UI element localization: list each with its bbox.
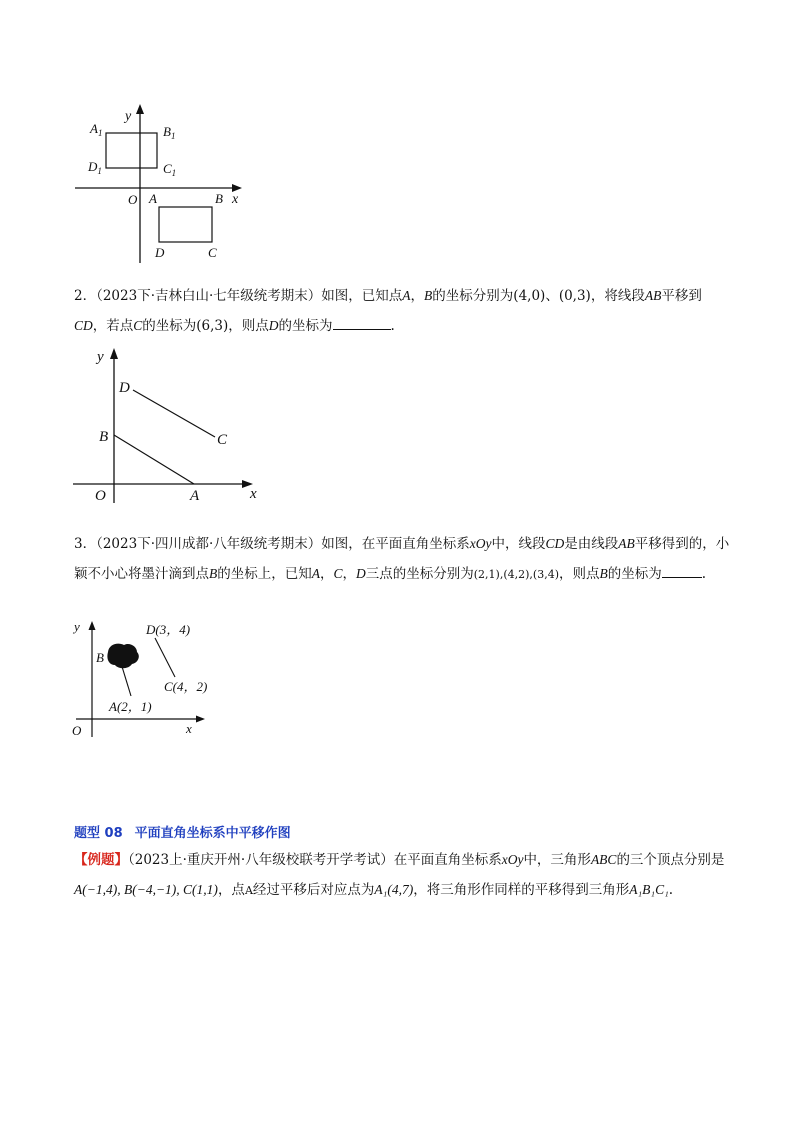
example-problem: 【例题】（2023上·重庆开州·八年级校联考开学考试）在平面直角坐标系xOy中，三角形ABC的三个顶点分别是A(−1,4), B(−4,−1), C(1,1)，点A经过平移后对应点为A₁(4,7)，将三角形作同样的平移得到三角形A₁B₁C₁. — [74, 852, 725, 898]
x-axis-arrow — [196, 716, 205, 723]
label-b: B — [215, 191, 223, 206]
section-title: 平面直角坐标系中平移作图 — [134, 826, 291, 841]
figure-3-ink-blot — [66, 612, 226, 740]
rectangle-abcd — [159, 207, 212, 242]
x-axis-arrow — [232, 184, 242, 192]
example-tag: 【例题】 — [74, 852, 128, 868]
label-d: D(3，4) — [146, 622, 191, 637]
label-b: B — [99, 429, 109, 445]
answer-blank[interactable] — [333, 315, 391, 330]
label-c: C — [217, 432, 228, 448]
origin-label: O — [72, 723, 82, 738]
question-number: 3． — [74, 536, 97, 552]
label-b: B — [96, 650, 104, 665]
label-d1: $D_1$ — [88, 159, 102, 176]
label-a: A(2，1) — [109, 699, 152, 714]
origin-label: O — [128, 192, 138, 207]
label-a: A — [190, 488, 200, 504]
example-source: （2023上·重庆开州·八年级校联考开学考试） — [128, 852, 394, 868]
figure-2-segment-translation — [70, 340, 270, 505]
question-2: 2．（2023下·吉林白山·七年级统考期末）如图，已知点A，B的坐标分别为(4,0)、(0,3)，将线段AB平移到CD，若点C的坐标为(6,3)，则点D的坐标为 . — [74, 288, 702, 334]
x-label: x — [250, 486, 257, 502]
segment-cd — [133, 390, 215, 437]
section-number: 题型 08 — [74, 826, 123, 841]
segment-cd — [155, 638, 175, 677]
origin-label: O — [95, 488, 106, 504]
label-b1: $B_1$ — [163, 124, 176, 141]
segment-ab — [114, 435, 194, 484]
section-heading — [74, 822, 303, 841]
label-a: A — [149, 191, 157, 206]
question-3: 3．（2023下·四川成都·八年级统考期末）如图，在平面直角坐标系xOy中，线段CD是由线段AB平移得到的，小颖不小心将墨汁滴到点B的坐标上，已知A，C，D三点的坐标分别为(2,1),(4,2),(3,4)，则点B的坐标为 . — [74, 536, 730, 582]
y-axis-arrow — [110, 348, 118, 359]
rectangle-a1b1c1d1 — [106, 133, 157, 168]
x-label: x — [232, 192, 239, 207]
y-axis-arrow — [136, 104, 144, 114]
y-label: y — [97, 349, 104, 365]
label-c: C(4，2) — [164, 679, 208, 694]
question-source: （2023下·吉林白山·七年级统考期末） — [96, 288, 322, 304]
label-c1: $C_1$ — [163, 161, 177, 178]
answer-blank[interactable] — [662, 563, 702, 578]
ink-blot — [107, 644, 138, 669]
question-source: （2023下·四川成都·八年级统考期末） — [96, 536, 322, 552]
y-label: y — [125, 109, 132, 124]
y-label: y — [74, 619, 80, 634]
label-d: D — [119, 380, 130, 396]
question-number: 2． — [74, 288, 97, 304]
label-c: C — [208, 245, 217, 260]
y-axis-arrow — [89, 621, 96, 630]
figure-1-translation-rectangles — [70, 95, 260, 270]
label-d: D — [155, 245, 165, 260]
label-a1: $A_1$ — [90, 121, 103, 138]
x-label: x — [186, 721, 192, 736]
